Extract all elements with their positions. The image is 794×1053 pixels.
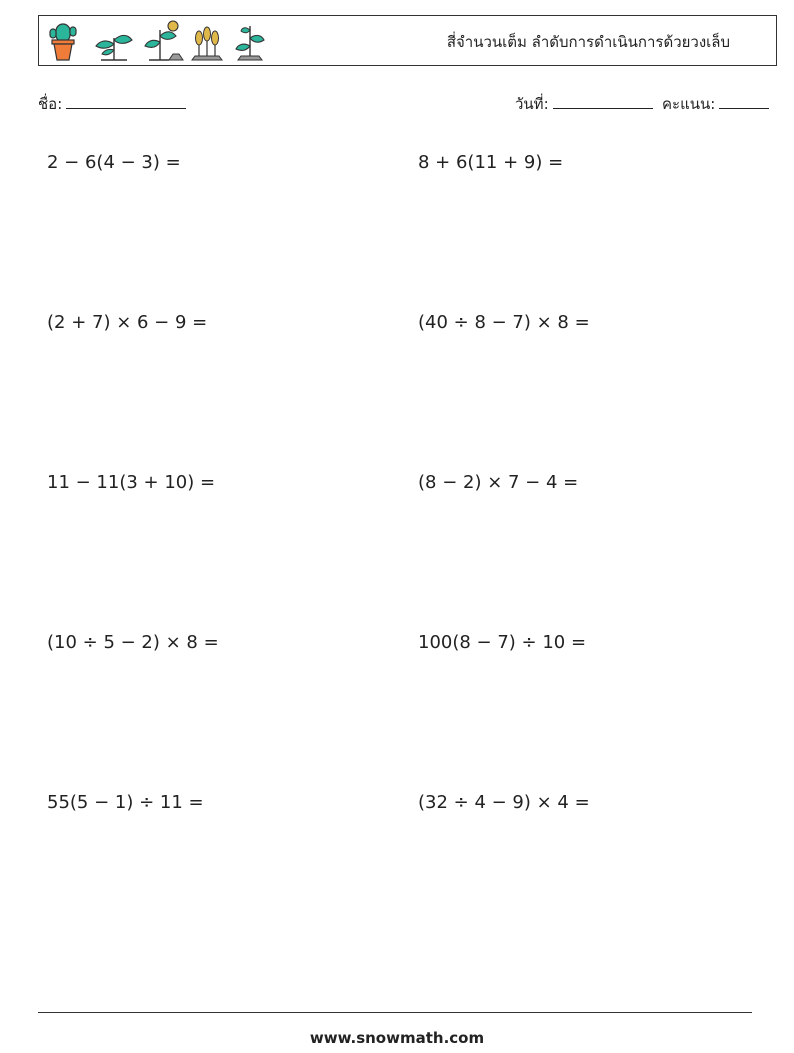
problem-1: 2 − 6(4 − 3) = <box>47 152 181 173</box>
header-icons <box>47 20 267 64</box>
date-field <box>515 92 653 116</box>
worksheet-title: สี่จำนวนเต็ม ลำดับการดำเนินการด้วยวงเล็บ <box>446 33 730 51</box>
date-blank[interactable] <box>553 94 653 109</box>
cactus-pot-icon <box>47 20 81 64</box>
problem-3: (2 + 7) × 6 − 9 = <box>47 312 208 333</box>
score-blank[interactable] <box>719 94 769 109</box>
problem-9: 55(5 − 1) ÷ 11 = <box>47 792 204 813</box>
worksheet-header <box>38 15 777 66</box>
problem-7: (10 ÷ 5 − 2) × 8 = <box>47 632 219 653</box>
problem-8: 100(8 − 7) ÷ 10 = <box>418 632 587 653</box>
name-field <box>38 92 186 116</box>
problem-5: 11 − 11(3 + 10) = <box>47 472 216 493</box>
name-label: ชื่อ: <box>38 95 63 113</box>
footer-divider <box>38 1012 752 1013</box>
date-label: วันที่: <box>515 95 549 113</box>
name-blank[interactable] <box>66 94 186 109</box>
wheat-icon <box>189 20 225 64</box>
score-label: คะแนน: <box>662 95 716 113</box>
footer-url[interactable]: www.snowmath.com <box>309 1029 485 1047</box>
problem-2: 8 + 6(11 + 9) = <box>418 152 564 173</box>
score-field <box>662 92 769 116</box>
problem-4: (40 ÷ 8 − 7) × 8 = <box>418 312 590 333</box>
flowering-plant-icon <box>143 20 185 64</box>
sprout-icon <box>233 20 267 64</box>
seedling-icon <box>93 20 135 64</box>
problem-6: (8 − 2) × 7 − 4 = <box>418 472 579 493</box>
problem-10: (32 ÷ 4 − 9) × 4 = <box>418 792 590 813</box>
